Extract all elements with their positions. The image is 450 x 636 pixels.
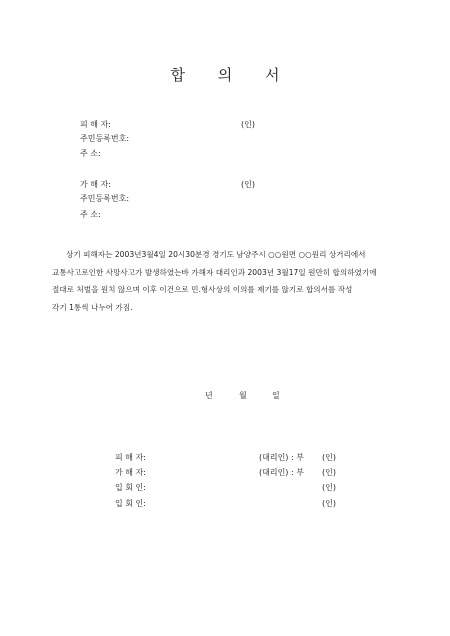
signature-label: 입 회 인:: [115, 499, 146, 508]
signature-seal: (인): [322, 453, 336, 462]
offender-rrn-label: 주민등록번호:: [80, 194, 130, 203]
signature-proxy: (대리인) : 부: [259, 468, 304, 477]
agreement-text-line-4: 각기 1통씩 나누어 가짐.: [52, 303, 133, 312]
victim-address-label: 주 소:: [80, 149, 101, 158]
offender-seal-mark: (인): [241, 180, 255, 189]
date-day-label: 일: [272, 391, 280, 400]
agreement-text-line-2: 교통사고로인한 사망사고가 발생하였는바 가해자 대리인과 2003년 3월17일 원만히 합의하였기에: [52, 268, 377, 277]
signature-label: 피 해 자:: [115, 453, 146, 462]
signature-seal: (인): [322, 483, 336, 492]
signature-label: 입 회 인:: [115, 483, 146, 492]
offender-address-label: 주 소:: [80, 210, 101, 219]
signature-label: 가 해 자:: [115, 468, 146, 477]
agreement-text-line-1: 상기 피해자는 2003년3월4일 20시30분경 경기도 남양주시 ○○원면 ○○원리 상거리에서: [66, 250, 366, 259]
signature-seal: (인): [322, 499, 336, 508]
agreement-text-line-3: 절대로 처벌을 원치 않으며 이후 이건으로 민.형사상의 이의를 제기를 않기로 합의서를 작성: [52, 285, 353, 294]
offender-name-label: 가 해 자:: [80, 180, 111, 189]
victim-rrn-label: 주민등록번호:: [80, 134, 130, 143]
victim-seal-mark: (인): [241, 120, 255, 129]
signature-seal: (인): [322, 468, 336, 477]
date-month-label: 월: [239, 391, 247, 400]
date-year-label: 년: [205, 391, 213, 400]
document-title: 합 의 서: [170, 66, 294, 84]
victim-name-label: 피 해 자:: [80, 120, 111, 129]
signature-proxy: (대리인) : 부: [259, 453, 304, 462]
